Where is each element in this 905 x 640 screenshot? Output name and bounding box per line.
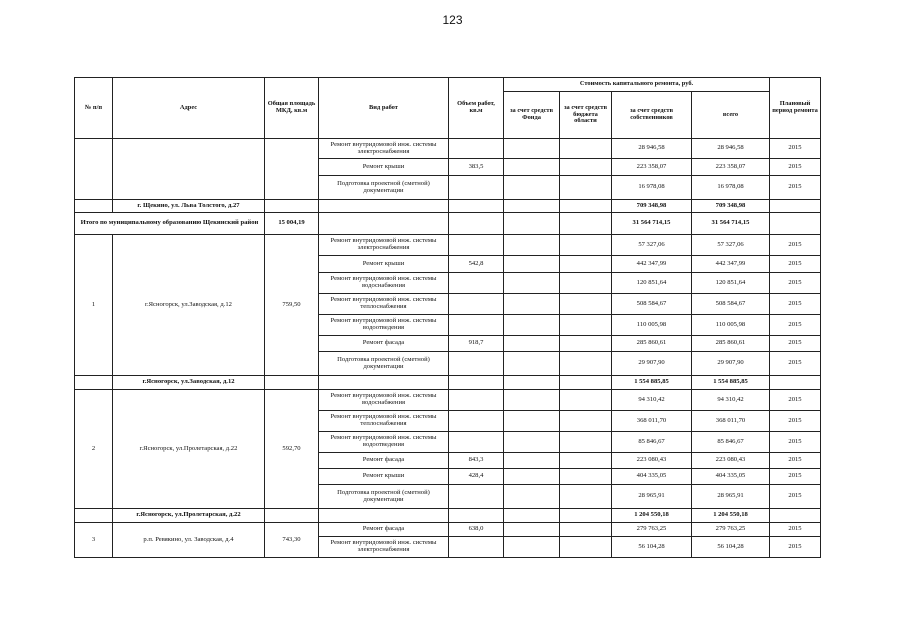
num-cell <box>75 376 113 390</box>
volume-cell <box>449 139 504 159</box>
region-cell <box>560 411 612 432</box>
address-cell <box>113 139 265 200</box>
header-fund: за счет средств Фонда <box>504 92 560 139</box>
fund-cell <box>504 390 560 411</box>
subtotal-label: г. Щекино, ул. Льва Толстого, д.27 <box>113 200 265 213</box>
owners-cell: 57 327,06 <box>612 235 692 256</box>
region-cell <box>560 432 612 453</box>
period-cell: 2015 <box>770 235 821 256</box>
fund-cell <box>504 509 560 523</box>
region-cell <box>560 235 612 256</box>
owners-cell: 16 978,08 <box>612 176 692 200</box>
owners-cell: 56 104,28 <box>612 537 692 558</box>
period-cell: 2015 <box>770 485 821 509</box>
period-cell: 2015 <box>770 273 821 294</box>
region-cell <box>560 176 612 200</box>
subtotal-total: 1 204 550,18 <box>692 509 770 523</box>
volume-cell: 428,4 <box>449 469 504 485</box>
region-cell <box>560 200 612 213</box>
volume-cell <box>449 509 504 523</box>
header-region: за счет средств бюджета области <box>560 92 612 139</box>
volume-cell: 542,8 <box>449 256 504 273</box>
capital-repair-table <box>74 77 821 558</box>
header-total: всего <box>692 92 770 139</box>
area-cell <box>265 139 319 200</box>
municipal-total-area: 15 004,19 <box>265 213 319 235</box>
subtotal-owners: 709 348,98 <box>612 200 692 213</box>
work-cell: Ремонт внутридомовой инж. системы водоотведения <box>319 432 449 453</box>
period-cell: 2015 <box>770 469 821 485</box>
header-num: № п/п <box>75 78 113 139</box>
volume-cell <box>449 235 504 256</box>
owners-cell: 29 907,90 <box>612 352 692 376</box>
total-cell: 28 965,91 <box>692 485 770 509</box>
total-cell: 223 080,43 <box>692 453 770 469</box>
volume-cell: 638,0 <box>449 523 504 537</box>
area-cell: 592,70 <box>265 390 319 509</box>
period-cell <box>770 509 821 523</box>
total-cell: 94 310,42 <box>692 390 770 411</box>
work-cell: Ремонт внутридомовой инж. системы водоснабжения <box>319 390 449 411</box>
total-cell: 120 851,64 <box>692 273 770 294</box>
work-cell: Подготовка проектной (сметной) документации <box>319 176 449 200</box>
region-cell <box>560 537 612 558</box>
owners-cell: 28 946,58 <box>612 139 692 159</box>
fund-cell <box>504 352 560 376</box>
region-cell <box>560 256 612 273</box>
fund-cell <box>504 213 560 235</box>
num-cell: 3 <box>75 523 113 558</box>
fund-cell <box>504 376 560 390</box>
work-cell: Подготовка проектной (сметной) документации <box>319 352 449 376</box>
period-cell <box>770 213 821 235</box>
subtotal-owners: 1 204 550,18 <box>612 509 692 523</box>
region-cell <box>560 139 612 159</box>
municipal-total-owners: 31 564 714,15 <box>612 213 692 235</box>
owners-cell: 404 335,05 <box>612 469 692 485</box>
period-cell: 2015 <box>770 390 821 411</box>
work-cell: Ремонт фасада <box>319 453 449 469</box>
fund-cell <box>504 256 560 273</box>
volume-cell <box>449 213 504 235</box>
subtotal-label: г.Ясногорск, ул.Пролетарская, д.22 <box>113 509 265 523</box>
region-cell <box>560 453 612 469</box>
num-cell: 1 <box>75 235 113 376</box>
total-cell: 85 846,67 <box>692 432 770 453</box>
fund-cell <box>504 273 560 294</box>
municipal-total-row <box>75 213 821 235</box>
region-cell <box>560 159 612 176</box>
fund-cell <box>504 200 560 213</box>
page-number: 123 <box>442 13 463 27</box>
header-work: Вид работ <box>319 78 449 139</box>
num-cell <box>75 509 113 523</box>
table-row <box>75 523 821 537</box>
fund-cell <box>504 411 560 432</box>
address-cell: г.Ясногорск, ул.Пролетарская, д.22 <box>113 390 265 509</box>
volume-cell <box>449 432 504 453</box>
volume-cell: 383,5 <box>449 159 504 176</box>
municipal-total-total: 31 564 714,15 <box>692 213 770 235</box>
total-cell: 279 763,25 <box>692 523 770 537</box>
total-cell: 442 347,99 <box>692 256 770 273</box>
work-cell <box>319 376 449 390</box>
header-owners: за счет средств собственников <box>612 92 692 139</box>
fund-cell <box>504 469 560 485</box>
owners-cell: 223 080,43 <box>612 453 692 469</box>
region-cell <box>560 523 612 537</box>
work-cell: Ремонт внутридомовой инж. системы водоотведения <box>319 315 449 336</box>
owners-cell: 279 763,25 <box>612 523 692 537</box>
total-cell: 368 011,70 <box>692 411 770 432</box>
owners-cell: 85 846,67 <box>612 432 692 453</box>
address-cell: р.п. Ревякино, ул. Заводская, д.4 <box>113 523 265 558</box>
fund-cell <box>504 159 560 176</box>
period-cell: 2015 <box>770 336 821 352</box>
period-cell: 2015 <box>770 139 821 159</box>
period-cell: 2015 <box>770 294 821 315</box>
region-cell <box>560 315 612 336</box>
total-cell: 29 907,90 <box>692 352 770 376</box>
header-volume: Объем работ, кв.м <box>449 78 504 139</box>
work-cell: Подготовка проектной (сметной) документации <box>319 485 449 509</box>
subtotal-row <box>75 376 821 390</box>
subtotal-label: г.Ясногорск, ул.Заводская, д.12 <box>113 376 265 390</box>
volume-cell: 843,3 <box>449 453 504 469</box>
table-row <box>75 390 821 411</box>
period-cell <box>770 200 821 213</box>
area-cell: 743,30 <box>265 523 319 558</box>
period-cell: 2015 <box>770 352 821 376</box>
fund-cell <box>504 315 560 336</box>
region-cell <box>560 485 612 509</box>
region-cell <box>560 390 612 411</box>
total-cell: 508 584,67 <box>692 294 770 315</box>
area-cell <box>265 509 319 523</box>
total-cell: 404 335,05 <box>692 469 770 485</box>
total-cell: 285 860,61 <box>692 336 770 352</box>
work-cell: Ремонт крыши <box>319 469 449 485</box>
subtotal-row <box>75 509 821 523</box>
volume-cell <box>449 273 504 294</box>
area-cell: 759,50 <box>265 235 319 376</box>
region-cell <box>560 352 612 376</box>
num-cell: 2 <box>75 390 113 509</box>
region-cell <box>560 213 612 235</box>
work-cell: Ремонт фасада <box>319 336 449 352</box>
subtotal-owners: 1 554 885,85 <box>612 376 692 390</box>
volume-cell <box>449 390 504 411</box>
subtotal-total: 709 348,98 <box>692 200 770 213</box>
volume-cell <box>449 485 504 509</box>
volume-cell <box>449 411 504 432</box>
work-cell: Ремонт внутридомовой инж. системы теплоснабжения <box>319 294 449 315</box>
volume-cell <box>449 537 504 558</box>
region-cell <box>560 469 612 485</box>
subtotal-total: 1 554 885,85 <box>692 376 770 390</box>
fund-cell <box>504 176 560 200</box>
owners-cell: 442 347,99 <box>612 256 692 273</box>
owners-cell: 94 310,42 <box>612 390 692 411</box>
work-cell: Ремонт внутридомовой инж. системы электроснабжения <box>319 537 449 558</box>
header-cost-group: Стоимость капитального ремонта, руб. <box>504 78 770 92</box>
work-cell: Ремонт фасада <box>319 523 449 537</box>
period-cell: 2015 <box>770 523 821 537</box>
total-cell: 16 978,08 <box>692 176 770 200</box>
total-cell: 28 946,58 <box>692 139 770 159</box>
region-cell <box>560 376 612 390</box>
volume-cell: 918,7 <box>449 336 504 352</box>
fund-cell <box>504 537 560 558</box>
fund-cell <box>504 139 560 159</box>
fund-cell <box>504 453 560 469</box>
area-cell <box>265 200 319 213</box>
address-cell: г.Ясногорск, ул.Заводская, д.12 <box>113 235 265 376</box>
total-cell: 223 358,07 <box>692 159 770 176</box>
total-cell: 56 104,28 <box>692 537 770 558</box>
owners-cell: 368 011,70 <box>612 411 692 432</box>
volume-cell <box>449 352 504 376</box>
table-row <box>75 235 821 256</box>
num-cell <box>75 200 113 213</box>
subtotal-row <box>75 200 821 213</box>
work-cell: Ремонт внутридомовой инж. системы водоснабжения <box>319 273 449 294</box>
period-cell: 2015 <box>770 411 821 432</box>
num-cell <box>75 139 113 200</box>
header-address: Адрес <box>113 78 265 139</box>
period-cell: 2015 <box>770 537 821 558</box>
period-cell <box>770 376 821 390</box>
region-cell <box>560 336 612 352</box>
region-cell <box>560 294 612 315</box>
region-cell <box>560 273 612 294</box>
work-cell: Ремонт крыши <box>319 159 449 176</box>
volume-cell <box>449 176 504 200</box>
work-cell <box>319 509 449 523</box>
header-row <box>75 78 821 92</box>
municipal-total-label: Итого по муниципальному образованию Щекинский район <box>75 213 265 235</box>
owners-cell: 120 851,64 <box>612 273 692 294</box>
owners-cell: 28 965,91 <box>612 485 692 509</box>
volume-cell <box>449 200 504 213</box>
total-cell: 57 327,06 <box>692 235 770 256</box>
work-cell: Ремонт внутридомовой инж. системы электроснабжения <box>319 235 449 256</box>
header-period: Плановый период ремонта <box>770 78 821 139</box>
work-cell: Ремонт крыши <box>319 256 449 273</box>
volume-cell <box>449 376 504 390</box>
period-cell: 2015 <box>770 315 821 336</box>
header-area: Общая площадь МКД, кв.м <box>265 78 319 139</box>
work-cell: Ремонт внутридомовой инж. системы электроснабжения <box>319 139 449 159</box>
work-cell <box>319 200 449 213</box>
volume-cell <box>449 315 504 336</box>
fund-cell <box>504 432 560 453</box>
period-cell: 2015 <box>770 176 821 200</box>
period-cell: 2015 <box>770 256 821 273</box>
fund-cell <box>504 235 560 256</box>
period-cell: 2015 <box>770 432 821 453</box>
owners-cell: 285 860,61 <box>612 336 692 352</box>
fund-cell <box>504 336 560 352</box>
owners-cell: 110 005,98 <box>612 315 692 336</box>
work-cell: Ремонт внутридомовой инж. системы теплоснабжения <box>319 411 449 432</box>
owners-cell: 223 358,07 <box>612 159 692 176</box>
region-cell <box>560 509 612 523</box>
fund-cell <box>504 485 560 509</box>
fund-cell <box>504 523 560 537</box>
total-cell: 110 005,98 <box>692 315 770 336</box>
period-cell: 2015 <box>770 159 821 176</box>
table-row <box>75 139 821 159</box>
volume-cell <box>449 294 504 315</box>
owners-cell: 508 584,67 <box>612 294 692 315</box>
area-cell <box>265 376 319 390</box>
fund-cell <box>504 294 560 315</box>
period-cell: 2015 <box>770 453 821 469</box>
work-cell <box>319 213 449 235</box>
